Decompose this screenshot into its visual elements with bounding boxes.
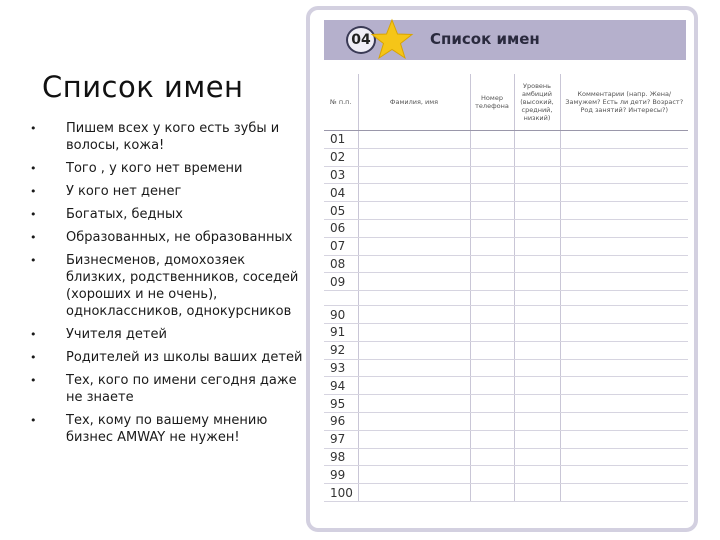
name-list-sheet [306, 6, 698, 532]
row-number: 92 [324, 341, 358, 359]
comment-cell[interactable] [560, 395, 688, 413]
table-row [324, 273, 688, 291]
row-number: 94 [324, 377, 358, 395]
comment-cell[interactable] [560, 412, 688, 430]
name-cell[interactable] [358, 219, 470, 237]
row-number [324, 291, 358, 306]
phone-cell[interactable] [470, 148, 514, 166]
name-cell[interactable] [358, 131, 470, 149]
ambition-cell[interactable] [514, 131, 560, 149]
comment-cell[interactable] [560, 430, 688, 448]
name-cell[interactable] [358, 323, 470, 341]
comment-cell[interactable] [560, 202, 688, 220]
phone-cell[interactable] [470, 341, 514, 359]
row-number: 01 [324, 131, 358, 149]
table-row [324, 306, 688, 324]
bullet-item: • Того , у кого нет времени [28, 160, 304, 177]
name-cell[interactable] [358, 184, 470, 202]
section-number-badge: 04 [346, 26, 376, 54]
name-cell[interactable] [358, 202, 470, 220]
table-row [324, 131, 688, 149]
bullet-item: • Тех, кого по имени сегодня даже не знаете [28, 372, 304, 406]
comment-cell[interactable] [560, 237, 688, 255]
comment-cell[interactable] [560, 148, 688, 166]
ambition-cell[interactable] [514, 359, 560, 377]
table-row [324, 448, 688, 466]
table-row [324, 466, 688, 484]
ambition-cell[interactable] [514, 306, 560, 324]
phone-cell[interactable] [470, 202, 514, 220]
table-row [324, 184, 688, 202]
name-cell[interactable] [358, 395, 470, 413]
name-cell[interactable] [358, 148, 470, 166]
name-cell[interactable] [358, 448, 470, 466]
ambition-cell[interactable] [514, 323, 560, 341]
row-number: 05 [324, 202, 358, 220]
comment-cell[interactable] [560, 166, 688, 184]
bullet-item: • Пишем всех у кого есть зубы и волосы, кожа! [28, 120, 304, 154]
comment-cell[interactable] [560, 466, 688, 484]
ambition-cell[interactable] [514, 430, 560, 448]
bullet-item: • У кого нет денег [28, 183, 304, 200]
name-cell[interactable] [358, 359, 470, 377]
sheet-title: Список имен [430, 30, 540, 48]
phone-cell[interactable] [470, 166, 514, 184]
slide-title: Список имен [42, 70, 244, 104]
table-row [324, 237, 688, 255]
phone-cell[interactable] [470, 323, 514, 341]
table-row [324, 323, 688, 341]
row-number: 08 [324, 255, 358, 273]
ambition-cell[interactable] [514, 448, 560, 466]
phone-cell[interactable] [470, 377, 514, 395]
row-number: 95 [324, 395, 358, 413]
ambition-cell[interactable] [514, 273, 560, 291]
name-cell[interactable] [358, 273, 470, 291]
table-row [324, 166, 688, 184]
comment-cell[interactable] [560, 131, 688, 149]
row-number: 98 [324, 448, 358, 466]
row-number: 09 [324, 273, 358, 291]
phone-cell[interactable] [470, 291, 514, 306]
phone-cell[interactable] [470, 273, 514, 291]
column-header-phone: Номер телефона [470, 74, 514, 131]
comment-cell[interactable] [560, 184, 688, 202]
table-row [324, 484, 688, 502]
table-row [324, 255, 688, 273]
comment-cell[interactable] [560, 255, 688, 273]
row-number: 96 [324, 412, 358, 430]
table-row [324, 412, 688, 430]
ambition-cell[interactable] [514, 395, 560, 413]
row-number: 93 [324, 359, 358, 377]
name-cell[interactable] [358, 341, 470, 359]
ambition-cell[interactable] [514, 255, 560, 273]
row-number: 99 [324, 466, 358, 484]
comment-cell[interactable] [560, 359, 688, 377]
ambition-cell[interactable] [514, 202, 560, 220]
name-cell[interactable] [358, 255, 470, 273]
bullet-item: • Родителей из школы ваших детей [28, 349, 304, 366]
bullet-list [28, 120, 304, 452]
table-row [324, 148, 688, 166]
star-icon [370, 18, 414, 62]
table-row [324, 341, 688, 359]
name-cell[interactable] [358, 166, 470, 184]
phone-cell[interactable] [470, 131, 514, 149]
row-number: 91 [324, 323, 358, 341]
row-number: 06 [324, 219, 358, 237]
phone-cell[interactable] [470, 184, 514, 202]
phone-cell[interactable] [470, 484, 514, 502]
column-header-number: № п.п. [324, 74, 358, 131]
names-table-wrap [324, 74, 688, 502]
column-header-ambition: Уровень амбиций (высокий, средний, низкий) [514, 74, 560, 131]
name-cell[interactable] [358, 466, 470, 484]
table-row [324, 430, 688, 448]
table-header-row [324, 74, 688, 131]
column-header-comments: Комментарии (напр. Жена/Замужем? Есть ли дети? Возраст? Род занятий? Интересы?) [560, 74, 688, 131]
comment-cell[interactable] [560, 448, 688, 466]
comment-cell[interactable] [560, 484, 688, 502]
phone-cell[interactable] [470, 255, 514, 273]
table-row [324, 377, 688, 395]
sheet-header [324, 20, 686, 60]
phone-cell[interactable] [470, 466, 514, 484]
ambition-cell[interactable] [514, 219, 560, 237]
row-number: 03 [324, 166, 358, 184]
ambition-cell[interactable] [514, 484, 560, 502]
ambition-cell[interactable] [514, 377, 560, 395]
ambition-cell[interactable] [514, 341, 560, 359]
row-number: 97 [324, 430, 358, 448]
ambition-cell[interactable] [514, 237, 560, 255]
bullet-item: • Тех, кому по вашему мнению бизнес AMWAY не нужен! [28, 412, 304, 446]
ambition-cell[interactable] [514, 412, 560, 430]
phone-cell[interactable] [470, 412, 514, 430]
name-cell[interactable] [358, 291, 470, 306]
phone-cell[interactable] [470, 395, 514, 413]
bullet-item: • Богатых, бедных [28, 206, 304, 223]
name-cell[interactable] [358, 377, 470, 395]
phone-cell[interactable] [470, 359, 514, 377]
row-number: 100 [324, 484, 358, 502]
comment-cell[interactable] [560, 291, 688, 306]
row-number: 02 [324, 148, 358, 166]
bullet-item: • Образованных, не образованных [28, 229, 304, 246]
phone-cell[interactable] [470, 237, 514, 255]
phone-cell[interactable] [470, 306, 514, 324]
table-row [324, 291, 688, 306]
comment-cell[interactable] [560, 219, 688, 237]
ambition-cell[interactable] [514, 184, 560, 202]
comment-cell[interactable] [560, 273, 688, 291]
bullet-item: • Учителя детей [28, 326, 304, 343]
name-cell[interactable] [358, 306, 470, 324]
row-number: 07 [324, 237, 358, 255]
name-cell[interactable] [358, 412, 470, 430]
comment-cell[interactable] [560, 323, 688, 341]
comment-cell[interactable] [560, 377, 688, 395]
ambition-cell[interactable] [514, 291, 560, 306]
phone-cell[interactable] [470, 448, 514, 466]
column-header-name: Фамилия, имя [358, 74, 470, 131]
table-row [324, 395, 688, 413]
table-row [324, 219, 688, 237]
name-cell[interactable] [358, 484, 470, 502]
comment-cell[interactable] [560, 341, 688, 359]
table-row [324, 359, 688, 377]
table-body [324, 131, 688, 502]
row-number: 04 [324, 184, 358, 202]
phone-cell[interactable] [470, 219, 514, 237]
row-number: 90 [324, 306, 358, 324]
bullet-item: • Бизнесменов, домохозяек близких, родственников, соседей (хороших и не очень), одноклассников, однокурсников [28, 252, 304, 320]
name-cell[interactable] [358, 237, 470, 255]
ambition-cell[interactable] [514, 466, 560, 484]
table-row [324, 202, 688, 220]
name-cell[interactable] [358, 430, 470, 448]
phone-cell[interactable] [470, 430, 514, 448]
ambition-cell[interactable] [514, 148, 560, 166]
comment-cell[interactable] [560, 306, 688, 324]
names-table [324, 74, 688, 502]
ambition-cell[interactable] [514, 166, 560, 184]
